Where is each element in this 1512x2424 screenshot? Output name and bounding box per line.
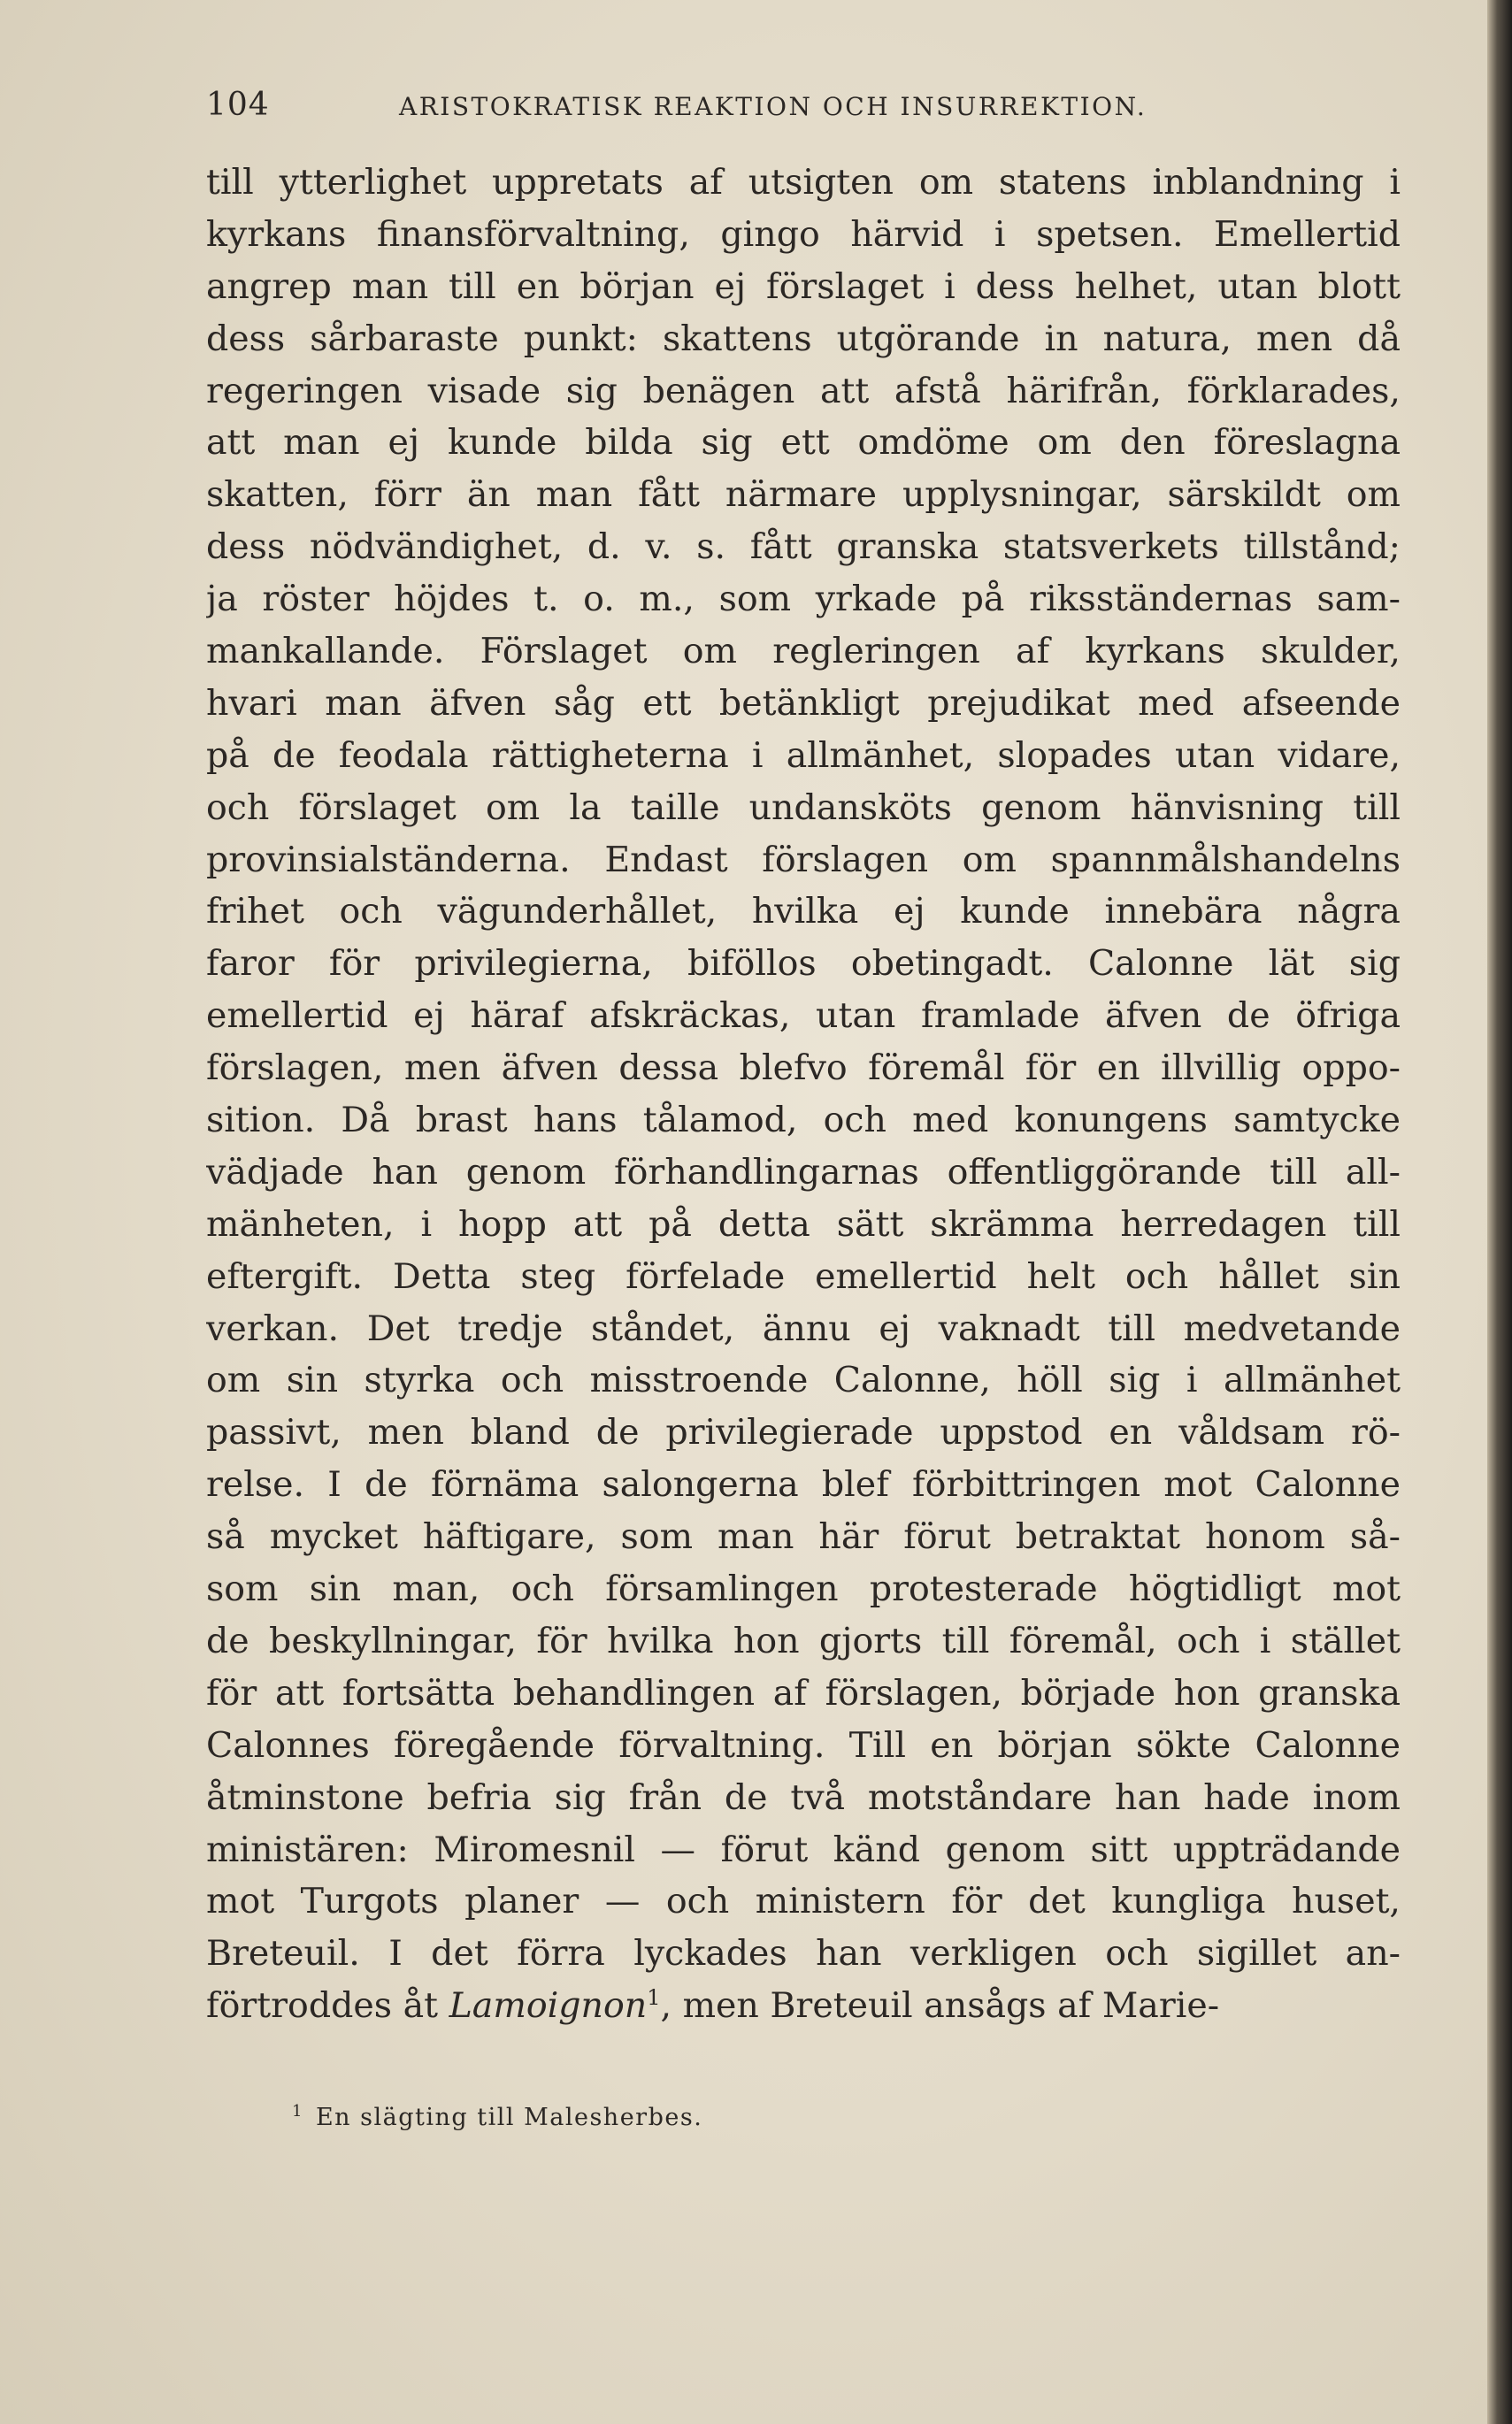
- footnote: [292, 2102, 702, 2131]
- text-line: emellertid ej häraf afskräckas, utan framlade äfven de öfriga: [206, 995, 1401, 1037]
- text-line: verkan. Det tredje ståndet, ännu ej vaknadt till medvetande: [206, 1308, 1401, 1349]
- text-segment: förtroddes åt: [206, 1985, 439, 2027]
- text-line: frihet och vägunderhållet, hvilka ej kunde innebära några: [206, 891, 1401, 932]
- text-line: regeringen visade sig benägen att afstå härifrån, förklarades,: [206, 370, 1401, 411]
- text-line: [206, 1980, 1401, 2032]
- footnote-marker: 1: [292, 2102, 303, 2121]
- text-line: dess nödvändighet, d. v. s. fått granska statsverkets tillstånd;: [206, 526, 1401, 568]
- running-title: ARISTOKRATISK REAKTION OCH INSURREKTION.: [399, 92, 1147, 121]
- text-line: att man ej kunde bilda sig ett omdöme om den föreslagna: [206, 422, 1401, 464]
- text-line: provinsialständerna. Endast förslagen om spannmålshandelns: [206, 839, 1401, 880]
- text-segment: , men Breteuil ansågs af Marie-: [660, 1985, 1220, 2027]
- text-line: för att fortsätta behandlingen af förslagen, började hon granska: [206, 1672, 1401, 1714]
- text-line: dess sårbaraste punkt: skattens utgörande in natura, men då: [206, 318, 1401, 359]
- text-line: skatten, förr än man fått närmare upplysningar, särskildt om: [206, 474, 1401, 516]
- text-line: de beskyllningar, för hvilka hon gjorts till föremål, och i stället: [206, 1620, 1401, 1661]
- text-line: förslagen, men äfven dessa blefvo föremål för en illvillig oppo-: [206, 1047, 1401, 1089]
- text-line: Calonnes föregående förvaltning. Till en början sökte Calonne: [206, 1724, 1401, 1766]
- text-line: åtminstone befria sig från de två motståndare han hade inom: [206, 1776, 1401, 1818]
- text-line: ministären: Miromesnil — förut känd genom sitt uppträdande: [206, 1829, 1401, 1870]
- text-line: om sin styrka och misstroende Calonne, höll sig i allmänhet: [206, 1360, 1401, 1401]
- footnote-reference: 1: [647, 1985, 661, 2011]
- text-line: mänheten, i hopp att på detta sätt skrämma herredagen till: [206, 1203, 1401, 1245]
- page-number: 104: [206, 87, 270, 123]
- page-header: [206, 87, 1401, 140]
- text-line: hvari man äfven såg ett betänkligt prejudikat med afseende: [206, 682, 1401, 724]
- text-line: sition. Då brast hans tålamod, och med konungens samtycke: [206, 1100, 1401, 1141]
- text-line: som sin man, och församlingen protesterade högtidligt mot: [206, 1569, 1401, 1610]
- text-line: Breteuil. I det förra lyckades han verkligen och sigillet an-: [206, 1933, 1401, 1975]
- text-line: och förslaget om la taille undansköts genom hänvisning till: [206, 786, 1401, 828]
- text-line: passivt, men bland de privilegierade uppstod en våldsam rö-: [206, 1412, 1401, 1454]
- text-line: vädjade han genom förhandlingarnas offentliggörande till all-: [206, 1151, 1401, 1193]
- footnote-text: En slägting till Malesherbes.: [315, 2104, 703, 2131]
- body-text: [206, 157, 1401, 2032]
- text-line: relse. I de förnäma salongerna blef förbittringen mot Calonne: [206, 1464, 1401, 1506]
- text-line: ja röster höjdes t. o. m., som yrkade på riksständernas sam-: [206, 579, 1401, 620]
- text-line: mot Turgots planer — och ministern för det kungliga huset,: [206, 1881, 1401, 1922]
- text-line: eftergift. Detta steg förfelade emellertid helt och hållet sin: [206, 1255, 1401, 1297]
- binding-edge: [1487, 0, 1512, 2424]
- italic-name: Lamoignon: [449, 1985, 648, 2027]
- text-line: på de feodala rättigheterna i allmänhet, slopades utan vidare,: [206, 734, 1401, 776]
- text-line: angrep man till en början ej förslaget i dess helhet, utan blott: [206, 265, 1401, 307]
- text-line: så mycket häftigare, som man här förut betraktat honom så-: [206, 1516, 1401, 1558]
- text-line: faror för privilegierna, biföllos obetingadt. Calonne lät sig: [206, 943, 1401, 985]
- text-line: kyrkans finansförvaltning, gingo härvid i spetsen. Emellertid: [206, 213, 1401, 255]
- text-line: mankallande. Förslaget om regleringen af kyrkans skulder,: [206, 631, 1401, 672]
- text-line: till ytterlighet uppretats af utsigten om statens inblandning i: [206, 162, 1401, 203]
